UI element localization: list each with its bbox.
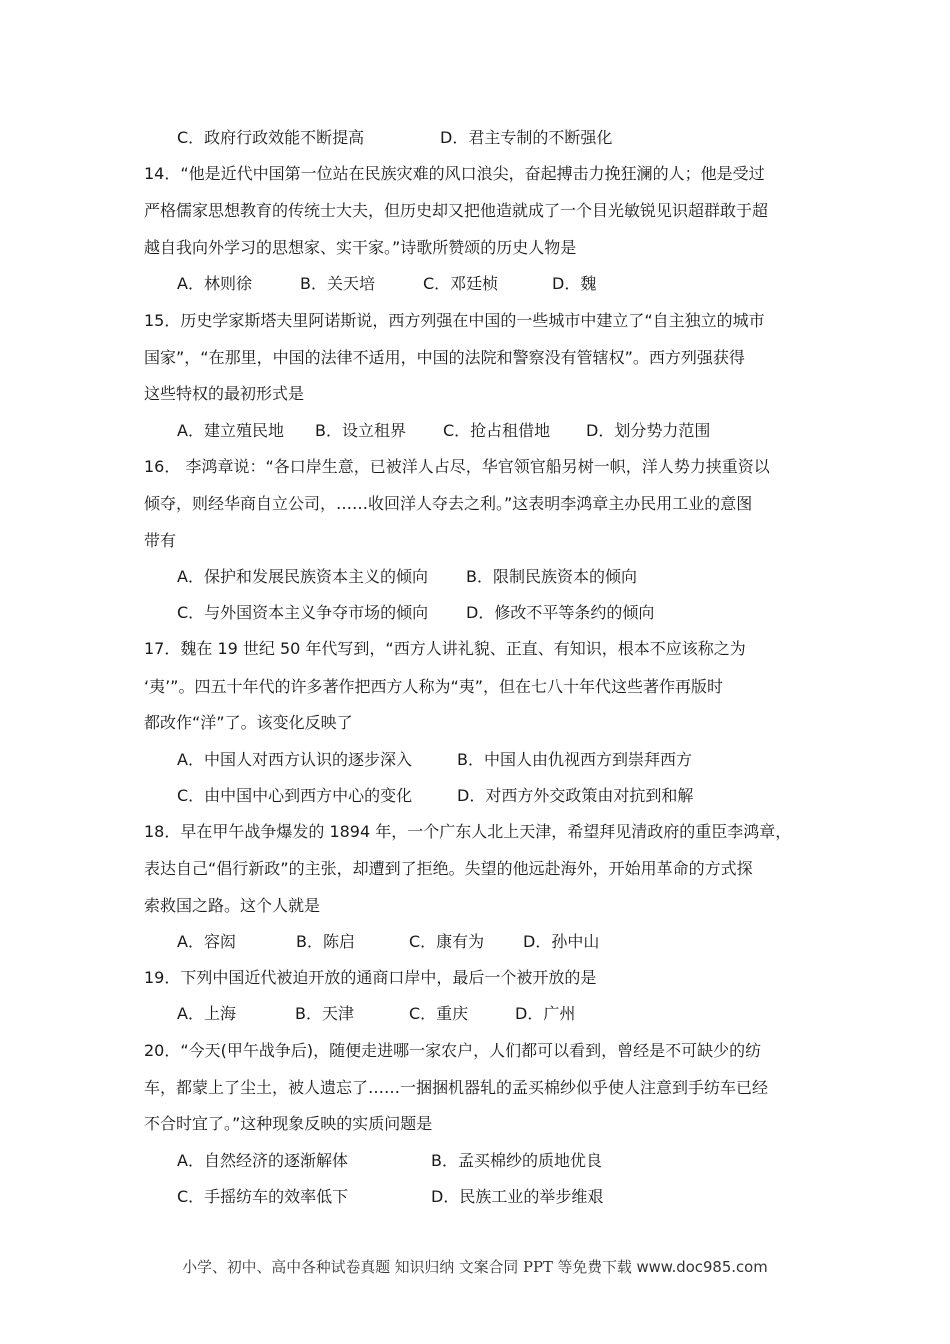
q14-stem-line-1: 14．“他是近代中国第一位站在民族灾难的风口浪尖，奋起搏击力挽狂澜的人；他是受过	[144, 164, 765, 183]
q20-stem-line-3: 不合时宜了。”这种现象反映的实质问题是	[144, 1114, 433, 1133]
q18-option-a: A．容闳	[177, 932, 236, 951]
q20-stem-line-1: 20．“今天(甲午战争后)，随便走进哪一家农户，人们都可以看到，曾经是不可缺少的纺	[144, 1041, 762, 1060]
q17-option-b: B．中国人由仇视西方到崇拜西方	[457, 750, 692, 769]
q19-stem-line-1: 19．下列中国近代被迫开放的通商口岸中，最后一个被开放的是	[144, 968, 597, 987]
q17-stem-line-3: 都改作“洋”了。该变化反映了	[144, 713, 353, 732]
page-footer	[5, 1257, 945, 1277]
q14-stem-line-3: 越自我向外学习的思想家、实干家。”诗歌所赞颂的历史人物是	[144, 238, 577, 257]
q15-option-b: B．设立租界	[315, 421, 406, 440]
q14-option-a: A．林则徐	[177, 274, 252, 293]
q20-option-a: A．自然经济的逐渐解体	[177, 1151, 348, 1170]
q19-option-a: A．上海	[177, 1004, 236, 1023]
q16-option-c: C．与外国资本主义争夺市场的倾向	[177, 603, 429, 622]
q16-stem-line-3: 带有	[144, 531, 177, 550]
q17-stem-line-2: ‘夷’”。四五十年代的许多著作把西方人称为“夷”，但在七八十年代这些著作再版时	[144, 677, 724, 696]
q18-stem-line-2: 表达自己“倡行新政”的主张，却遭到了拒绝。失望的他远赴海外，开始用革命的方式探	[144, 859, 753, 878]
q17-option-a: A．中国人对西方认识的逐步深入	[177, 750, 412, 769]
q20-option-d: D．民族工业的举步维艰	[431, 1187, 604, 1206]
q15-option-d: D．划分势力范围	[586, 421, 711, 440]
q16-option-b: B．限制民族资本的倾向	[466, 567, 637, 586]
q18-stem-line-3: 索救国之路。这个人就是	[144, 896, 321, 915]
q18-option-d: D．孙中山	[523, 932, 600, 951]
q19-option-c: C．重庆	[409, 1004, 469, 1023]
footer-text: 小学、初中、高中各种试卷真题 知识归纳 文案合同 PPT 等免费下载	[182, 1258, 632, 1276]
q16-stem-line-1: 16． 李鸿章说：“各口岸生意，已被洋人占尽，华官领官船另树一帜，洋人势力挟重资以	[144, 457, 770, 476]
q18-stem-line-1: 18．早在甲午战争爆发的 1894 年，一个广东人北上天津，希望拜见清政府的重臣李鸿章，	[144, 822, 792, 841]
q14-option-d: D．魏	[552, 274, 597, 293]
q13-option-d: D．君主专制的不断强化	[440, 128, 613, 147]
q19-option-b: B．天津	[295, 1004, 354, 1023]
q17-stem-line-1: 17．魏在 19 世纪 50 年代写到，“西方人讲礼貌、正直、有知识，根本不应该称之为	[144, 639, 746, 658]
q14-option-b: B．关天培	[300, 274, 375, 293]
q15-option-c: C．抢占租借地	[443, 421, 551, 440]
q15-stem-line-2: 国家”，“在那里，中国的法律不适用，中国的法院和警察没有管辖权”。西方列强获得	[144, 348, 745, 367]
q15-stem-line-3: 这些特权的最初形式是	[144, 384, 305, 403]
footer-url[interactable]: www.doc985.com	[636, 1258, 768, 1276]
q19-option-d: D．广州	[515, 1004, 576, 1023]
q20-option-b: B．孟买棉纱的质地优良	[431, 1151, 602, 1170]
q20-stem-line-2: 车，都蒙上了尘土，被人遗忘了……一捆捆机器轧的孟买棉纱似乎使人注意到手纺车已经	[144, 1078, 769, 1097]
q17-option-d: D．对西方外交政策由对抗到和解	[457, 786, 694, 805]
q15-option-a: A．建立殖民地	[177, 421, 284, 440]
q17-option-c: C．由中国中心到西方中心的变化	[177, 786, 413, 805]
q16-option-d: D．修改不平等条约的倾向	[466, 603, 655, 622]
q16-option-a: A．保护和发展民族资本主义的倾向	[177, 567, 428, 586]
q14-stem-line-2: 严格儒家思想教育的传统士大夫，但历史却又把他造就成了一个目光敏锐见识超群敢于超	[144, 201, 769, 220]
q20-option-c: C．手摇纺车的效率低下	[177, 1187, 349, 1206]
q15-stem-line-1: 15．历史学家斯塔夫里阿诺斯说，西方列强在中国的一些城市中建立了“自主独立的城市	[144, 311, 765, 330]
q16-stem-line-2: 倾夺，则经华商自立公司，……收回洋人夺去之利。”这表明李鸿章主办民用工业的意图	[144, 494, 753, 513]
q13-option-c: C．政府行政效能不断提高	[177, 128, 365, 147]
q18-option-b: B．陈启	[296, 932, 355, 951]
q14-option-c: C．邓廷桢	[423, 274, 499, 293]
q18-option-c: C．康有为	[409, 932, 485, 951]
